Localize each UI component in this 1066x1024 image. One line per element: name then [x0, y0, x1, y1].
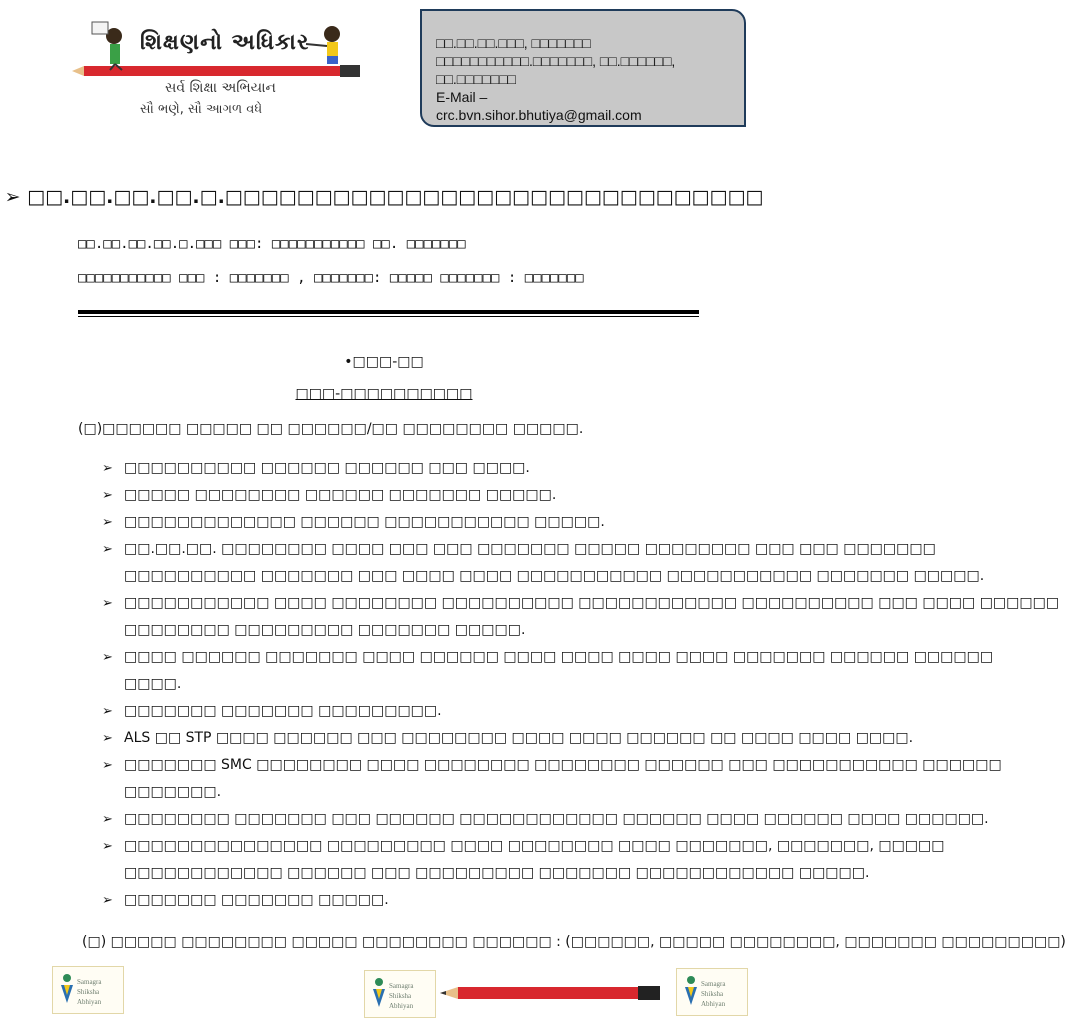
logo-tagline: સૌ ભણે, સૌ આગળ વધે [140, 102, 263, 117]
ssa-text-1: Samagra Shiksha [77, 978, 102, 996]
arrow-bullet-icon: ➢ [102, 596, 113, 611]
list-item: □□□□ □□□□□□ □□□□□□□ □□□□ □□□□□□ □□□□ □□□□ □□□□ □□□□ □□□□□□□ □□□□□□ □□□□□□ [124, 649, 994, 665]
list-item: □□□□□□□□□□ □□□□□□□ □□□ □□□□ □□□□ □□□□□□□□□□□ □□□□□□□□□□□ □□□□□□□ □□□□□. [124, 568, 985, 584]
arrow-bullet-icon: ➢ [102, 542, 113, 557]
address-line-2: □□□□□□□□□□□.□□□□□□□, □□.□□□□□□, [436, 53, 676, 69]
divider-thin [78, 316, 699, 317]
arrow-bullet-icon: ➢ [102, 731, 113, 746]
email-address[interactable]: crc.bvn.sihor.bhutiya@gmail.com [436, 107, 642, 123]
list-item: □□□□□□□□□□□□ □□□□□□ □□□ □□□□□□□□□ □□□□□□□ □□□□□□□□□□□□ □□□□□. [124, 865, 870, 881]
document-title [0, 186, 768, 208]
arrow-bullet-icon: ➢ [102, 650, 113, 665]
divider-thick [78, 310, 699, 314]
email-label: E-Mail – [436, 89, 488, 105]
list-item: □□□□□□□. [124, 784, 222, 800]
list-item: □□□□□□□□□□□ □□□□ □□□□□□□□ □□□□□□□□□□ □□□□□□□□□□□□ □□□□□□□□□□ □□□ □□□□ □□□□□□ [124, 595, 1060, 611]
arrow-bullet-icon: ➢ [102, 488, 113, 503]
meta-line-1: □□.□□.□□.□□.□.□□□ □□□: □□□□□□□□□□□ □□. □□□□□□□ [78, 236, 466, 252]
arrow-bullet-icon: ➢ [102, 704, 113, 719]
list-item: □□□□□□□□□□ □□□□□□ □□□□□□ □□□ □□□□. [124, 460, 530, 476]
paragraph-1: (□)□□□□□□ □□□□□ □□ □□□□□□/□□ □□□□□□□□ □□□□□. [78, 421, 584, 437]
section-subheading: □□□-□□□□□□□□□□ [295, 386, 473, 402]
list-item: □□.□□.□□. □□□□□□□□ □□□□ □□□ □□□ □□□□□□□ □□□□□ □□□□□□□□ □□□ □□□ □□□□□□□ [124, 541, 936, 557]
list-item: □□□□. [124, 676, 182, 692]
ssa-emblem-icon [683, 975, 699, 1007]
rte-logo [70, 12, 370, 124]
samagra-shiksha-logo-left [52, 966, 124, 1014]
arrow-bullet-icon: ➢ [102, 893, 113, 908]
ssa-text-2: Abhiyan [701, 1000, 726, 1008]
arrow-bullet-icon: ➢ [102, 515, 113, 530]
list-item: □□□□□□□ SMC □□□□□□□□ □□□□ □□□□□□□□ □□□□□□□□ □□□□□□ □□□ □□□□□□□□□□□ □□□□□□ [124, 757, 1002, 773]
address-line-1: □□.□□.□□.□□□, □□□□□□□ [436, 35, 591, 51]
list-item: □□□□□□□□□□□□□ □□□□□□ □□□□□□□□□□□ □□□□□. [124, 514, 605, 530]
list-item: □□□□□□□ □□□□□□□ □□□□□. [124, 892, 389, 908]
pencil-icon [400, 978, 666, 1008]
list-item: □□□□□□□ □□□□□□□ □□□□□□□□□. [124, 703, 442, 719]
paragraph-2: (□) □□□□□ □□□□□□□□ □□□□□ □□□□□□□□ □□□□□□ : (□□□□□□, □□□□□ □□□□□□□□, □□□□□□□ □□□□□□□□□) [82, 934, 1066, 950]
list-item: □□□□□□□□ □□□□□□□ □□□ □□□□□□ □□□□□□□□□□□□ □□□□□□ □□□□ □□□□□□ □□□□ □□□□□□. [124, 811, 989, 827]
list-item: ALS □□ STP □□□□ □□□□□□ □□□ □□□□□□□□ □□□□ □□□□ □□□□□□ □□ □□□□ □□□□ □□□□. [124, 730, 914, 746]
ssa-emblem-icon [371, 977, 387, 1009]
arrow-bullet-icon: ➢ [102, 461, 113, 476]
arrow-bullet-icon: ➢ [102, 758, 113, 773]
meta-line-2: □□□□□□□□□□□ □□□ : □□□□□□□ , □□□□□□□: □□□□□ □□□□□□□ : □□□□□□□ [78, 270, 584, 286]
list-item: □□□□□□□□ □□□□□□□□□ □□□□□□□ □□□□□. [124, 622, 526, 638]
address-line-3: □□.□□□□□□□ [436, 71, 516, 87]
address-box [420, 9, 746, 127]
arrow-bullet-icon: ➢ [102, 839, 113, 854]
ssa-text-1: Samagra Shiksha [389, 982, 414, 1000]
list-item: □□□□□□□□□□□□□□□ □□□□□□□□□ □□□□ □□□□□□□□ □□□□ □□□□□□□, □□□□□□□, □□□□□ [124, 838, 945, 854]
ssa-text-2: Abhiyan [389, 1002, 414, 1010]
ssa-emblem-icon [59, 973, 75, 1005]
ssa-text-1: Samagra Shiksha [701, 980, 726, 998]
logo-subtitle: સર્વ શિક્ષા અભિયાન [165, 80, 276, 96]
section-heading: •□□□-□□ [344, 354, 424, 370]
samagra-shiksha-logo-right [676, 968, 748, 1016]
logo-title: શિક્ષણનો અધિકાર [140, 30, 310, 55]
document-title-text: □□.□□.□□.□□.□.□□□□□□□□□□□□□□□□□□□□□□□□□□□□□□ [27, 186, 764, 208]
arrow-bullet-icon: ➢ [4, 186, 28, 208]
ssa-text-2: Abhiyan [77, 998, 102, 1006]
list-item: □□□□□ □□□□□□□□ □□□□□□ □□□□□□□ □□□□□. [124, 487, 557, 503]
arrow-bullet-icon: ➢ [102, 812, 113, 827]
